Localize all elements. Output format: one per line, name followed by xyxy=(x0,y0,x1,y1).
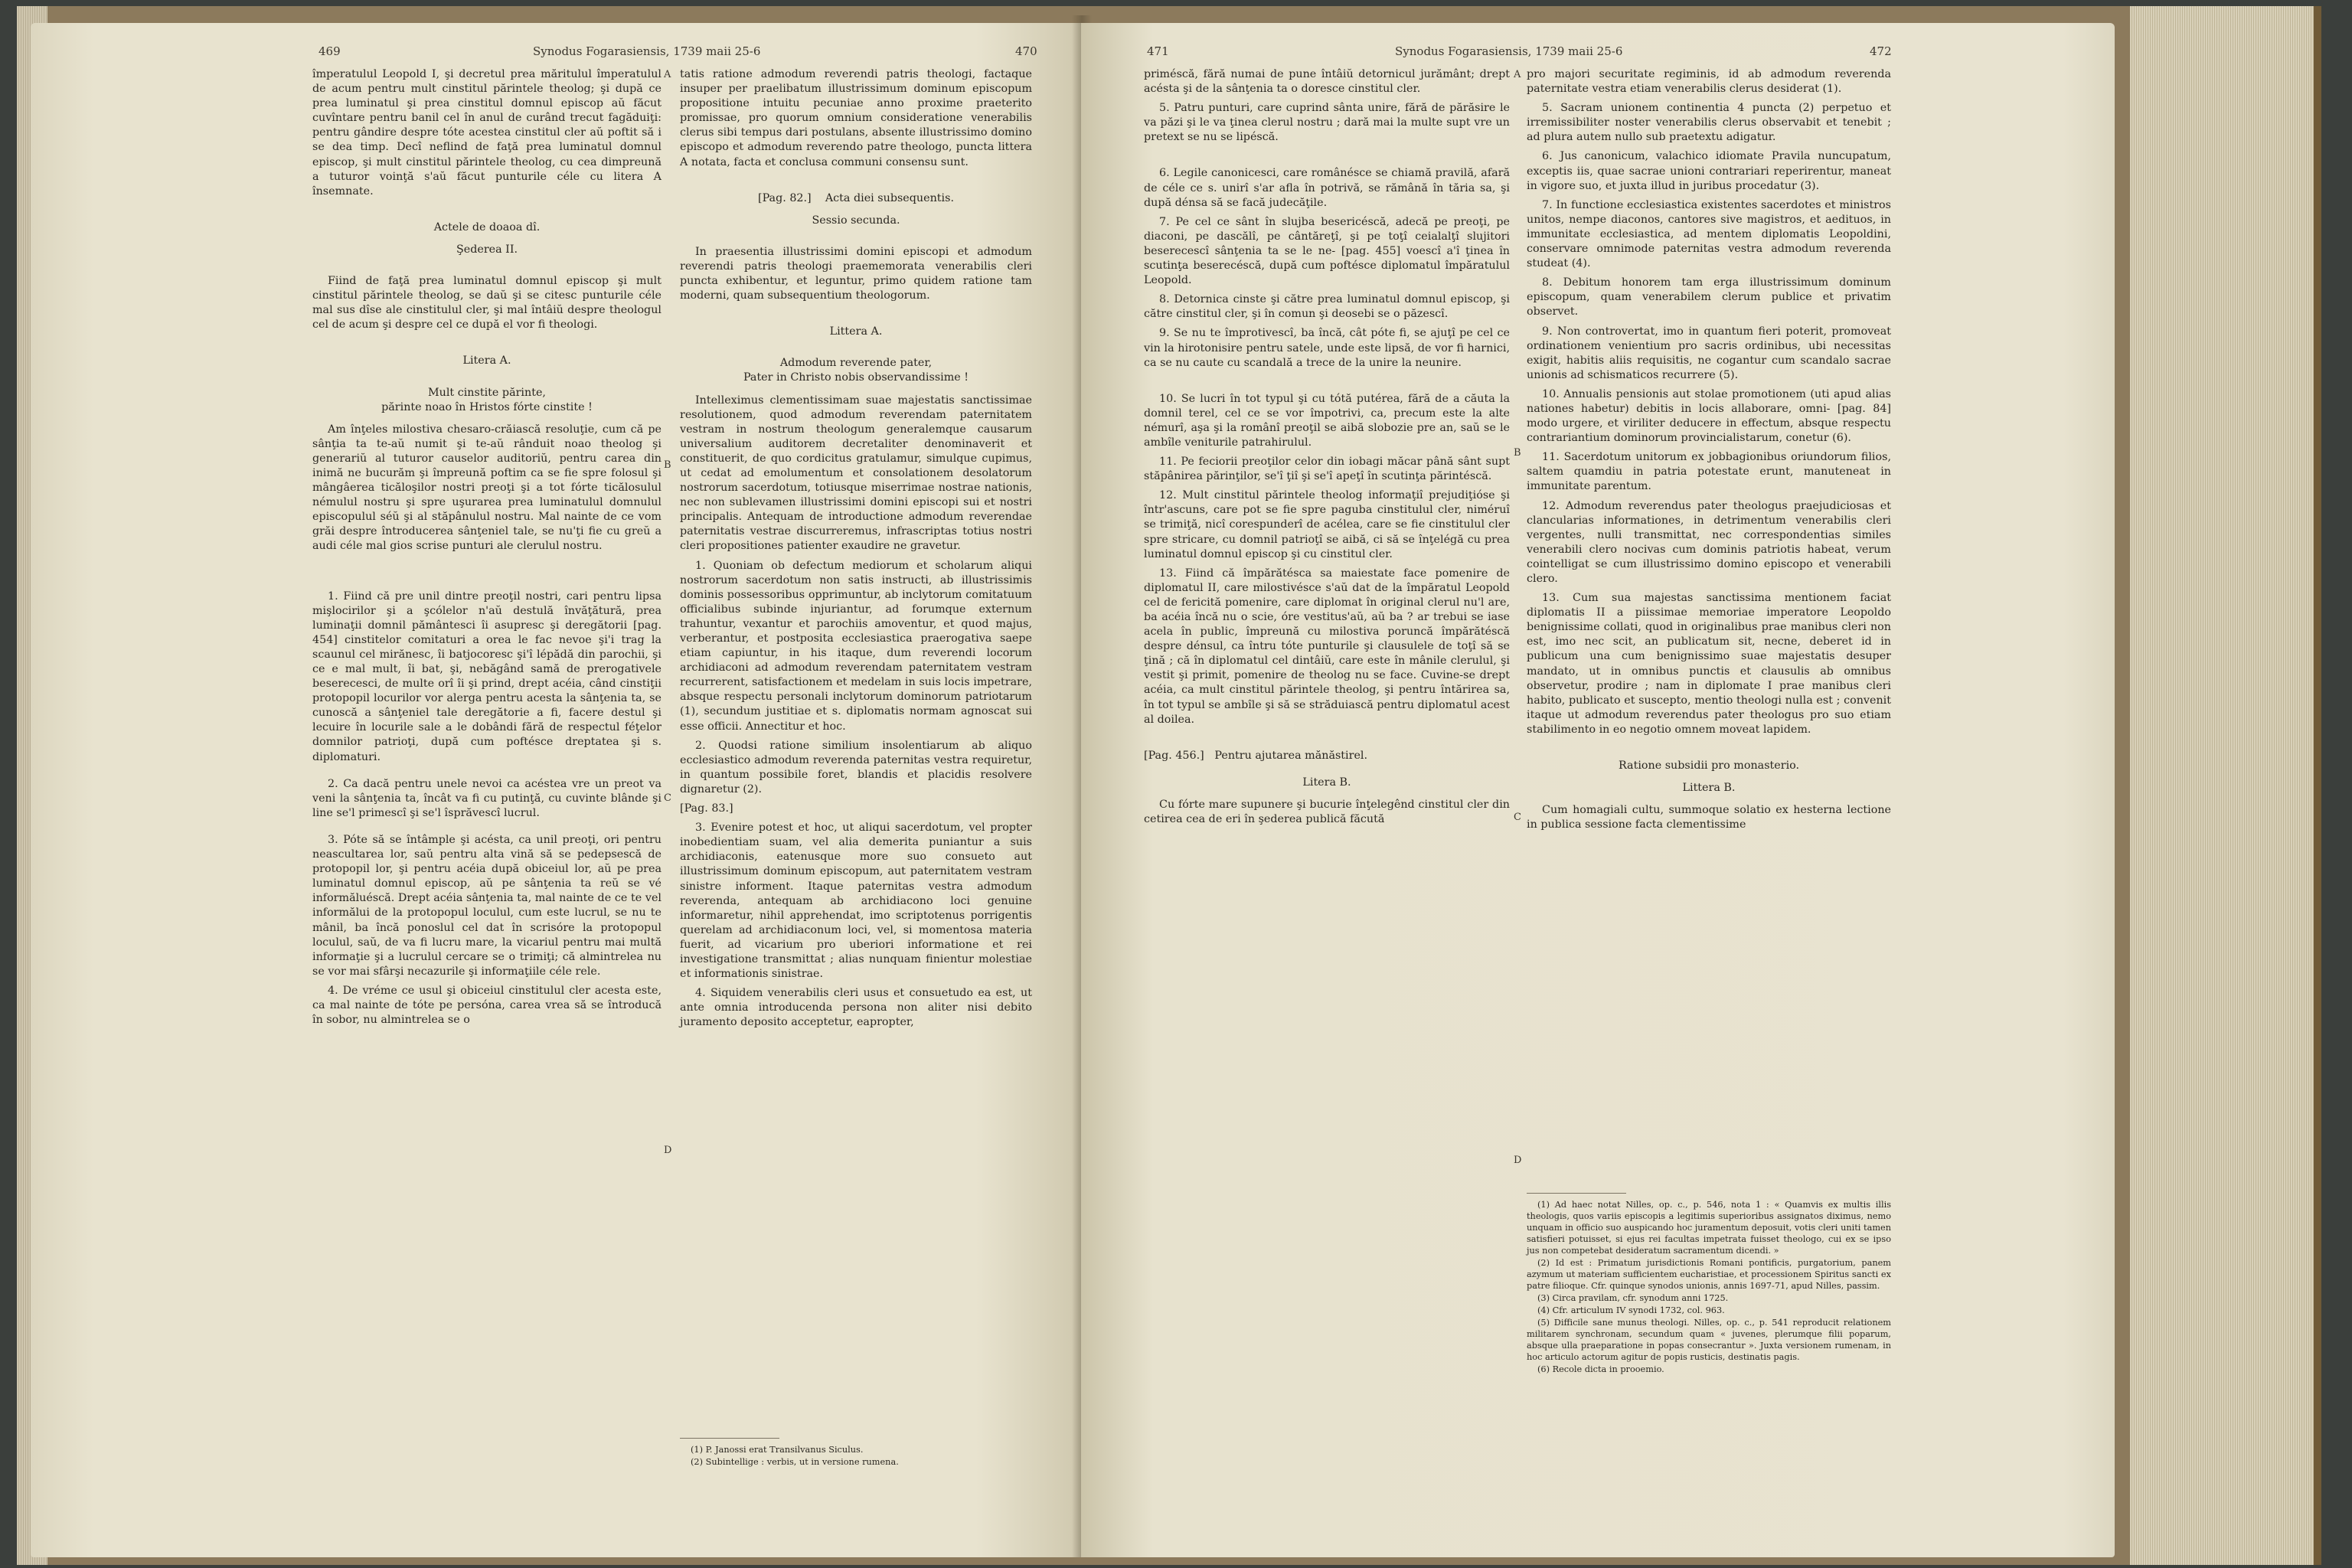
salutation: Admodum reverende pater, xyxy=(779,357,933,370)
margin-marker: C xyxy=(664,792,671,804)
numbered-item: 1. Fiind că pre unil dintre preoţil nostri, cari pentru lipsa mişlocirilor şi a şcólelor n'aŭ destulă învăţătură, prea luminaţii domnil pământesci îi asupresc şi deregătorii [pag. 454] cinstitelor comitaturi a orea le fac nevoe şi'i trag la scaunul cel mirănesc, îi batjocoresc şi'î lépădă din parochii, şi ce e mal mult, îi bat, şi, nebăgând samă de prerogativele beserecesci, de multe orî îi şi prind, drept acéia, când cinstiţii protopopil locurilor vor alerga pentru acesta la sânţenia ta, se cunoscă a sânţeniel tale deregătorie a fi, facere destul şi lecuire în locurile sale a le dobândi fără de respectul féţelor domnilor patrioţi, după cum poftésce dreptatea şi s. diplomaturi. xyxy=(312,590,662,763)
section-heading: Littera B. xyxy=(1682,782,1736,795)
paragraph: Cum homagiali cultu, summoque solatio ex hesterna lectione in publica sessione facta clementissime xyxy=(1527,804,1891,831)
heading-text: Acta diei subsequentis. xyxy=(825,191,954,204)
section-heading: Sessio secunda. xyxy=(812,214,900,227)
book-cover-edge xyxy=(2314,6,2321,1565)
paragraph: tatis ratione admodum reverendi patris theologi, factaque insuper per praelibatum illustrissimum dominum episcopum propositione intuitu pecuniae anno proxime praeterito promissae, pro quorum omnium consideratione venerabilis clerus sibi tempus dari postulans, absente illustrissimo domino episcopo et admodum reverendo patre theologo, puncta littera A notata, facta et conclusa communi consensu sunt. xyxy=(680,68,1032,168)
numbered-item: 6. Legile canonicesci, care românésce se chiamă pravilă, afară de céle ce s. unirî s'ar afla în potrivă, se rămână în tăria sa, şi după dénsa să se facă judecăţile. xyxy=(1144,167,1510,209)
numbered-item: 3. Evenire potest et hoc, ut aliqui sacerdotum, vel propter inobedientiam suam, vel alia demerita puniantur a suis archidiaconis, eatenusque more suo consueto aut illustrissimum dominum episcopum, aut paternitatem vestram sinistre informent. Itaque paternitas vestra admodum reverenda, antequam ab archidiacono loci genuine informaretur, nihil apprehendat, imo scriptotenus porrigentis querelam ad archidiaconum loci, vel, si momentosa materia fuerit, ad vicarium pro uberiori informatione et rei investigatione transmittat ; alias nunquam finientur molestiae et informationis sinistrae. xyxy=(680,822,1032,981)
section-heading: Actele de doaoa dî. xyxy=(433,220,541,234)
margin-marker: D xyxy=(1514,1155,1522,1166)
margin-marker: A xyxy=(664,69,671,80)
footnote: (1) P. Janossi erat Transilvanus Siculus. xyxy=(691,1445,864,1455)
page-number: 470 xyxy=(1015,44,1037,58)
numbered-item: 12. Mult cinstitul părintele theolog informaţiî prejudiţióse şi într'ascuns, care pot se fie spre paguba cinstitulul cler, niméruî se trimiţă, nicî corespunderî de acélea, care se fie cinstitulul cler spre stricare, cu domnil patrioţî se aibă, ci să se înţelégă cu prea luminatul domnul episcop şi cu cinstitul cler. xyxy=(1144,489,1510,560)
latin-column xyxy=(680,67,1032,1034)
footnote: (1) Ad haec notat Nilles, op. c., p. 546, nota 1 : « Quamvis ex multis illis theologis, quos variis episcopis a legitimis superioribus assignatos diximus, nemo unquam in officio suo auspicando hoc juramentum deposuit, votis cleri uniti tamen satisfieri potuisset, si ejus rei facultas impetrata fuisset theologo, cui ex se ipso jus non competebat desideratum sacramentum dicendi. » xyxy=(1527,1200,1891,1256)
running-head: Synodus Fogarasiensis, 1739 maii 25-6 xyxy=(1395,44,1623,58)
footnotes xyxy=(1527,1199,1891,1376)
paragraph: In praesentia illustrissimi domini episcopi et admodum reverendi patris theologi praememorata venerabilis cleri puncta exhibentur, et leguntur, primo quidem ratione tam moderni, quam subsequentium theologorum. xyxy=(680,245,1032,302)
footnote: (2) Id est : Primatum jurisdictionis Romani pontificis, purgatorium, panem azymum ut materiam sufficientem eucharistiae, et processionem Spiritus sancti ex patre filioque. Cfr. quinque synodos unionis, annis 1697-71, apud Nilles, passim. xyxy=(1527,1258,1891,1291)
salutation: părinte noao în Hristos fórte cinstite ! xyxy=(381,400,593,413)
footnote: (2) Subintellige : verbis, ut in versione rumena. xyxy=(691,1457,899,1467)
numbered-item: 9. Non controvertat, imo in quantum fieri poterit, promoveat ordinationem venientium pro sacris ordinibus, ubi necessitas exigit, habitis aliis requisitis, ne cogantur cum scandalo sacrae unionis ad schismaticos recurrere (5). xyxy=(1527,325,1891,381)
section-heading: Ratione subsidii pro monasterio. xyxy=(1618,760,1800,773)
footnote: (3) Circa pravilam, cfr. synodum anni 1725. xyxy=(1537,1293,1729,1303)
footnote: (6) Recole dicta in prooemio. xyxy=(1537,1364,1664,1374)
paragraph: Cu fórte mare supunere şi bucurie înţelegênd cinstitul cler din cetirea cea de eri în şederea publică făcută xyxy=(1144,798,1510,826)
numbered-item: 2. Quodsi ratione similium insolentiarum ab aliquo ecclesiastico admodum reverenda paternitas vestra requiretur, in quantum possibile foret, blandis et placidis resolvere dignaretur (2). xyxy=(680,739,1032,795)
numbered-item: 13. Fiind că împărătésca sa maiestate face pomenire de diplomatul II, care milostivésce s'aŭ dat de la împăratul Leopold cel de fericită pomenire, care diplomat în original clerul nu'l are, ba acéia încă nu o scie, óre vestitus'aŭ, aŭ ba ? ar trebui se iase acela în public, împreună cu milostiva poruncă împărătéscă despre dénsul, ca întru tóte punturile şi clausulele de toţî să se ţină ; că în diplomatul cel dintâiŭ, care este în mânile clerulul, şi vestit şi primit, pomenire de theolog nu se face. Cuvine-se drept acéia, ca mult cinstitul părintele theolog, şi pentru întărirea sa, în tot typul se ambîle şi să se străduiască pentru diplomatul acest al doilea. xyxy=(1144,567,1510,726)
footnotes xyxy=(680,1444,1032,1468)
page-number: 472 xyxy=(1870,44,1892,58)
margin-marker: A xyxy=(1514,69,1521,80)
numbered-item: 10. Se lucri în tot typul şi cu tótă putérea, fără de a căuta la domnil terel, cel ce se vor împotrivi, ca, precum este la alte némurî, aşa şi la românî preoţil se aibă slobozie pre an, saŭ se le ambîle veniturile patrahirulul. xyxy=(1144,392,1510,449)
section-heading: Litera A. xyxy=(462,354,511,368)
paragraph: priméscă, fără numai de pune întâiŭ detornicul jurământ; drept acésta şi de la sânţenia ta o doresce cinstitul cler. xyxy=(1144,68,1510,96)
latin-column xyxy=(1527,67,1891,837)
romanian-column xyxy=(312,67,662,1032)
section-heading xyxy=(680,191,1032,206)
paragraph: împeratulul Leopold I, şi decretul prea măritulul împeratulul de acum pentru mult cinstitul părintele theolog; şi după ce prea luminatul şi prea cinstitul domnul episcop aŭ făcut cuvîntare pentru banil cel în anul de curând trecut fagăduiţi: pentru gândire despre tóte acestea cinstitul cler aŭ poftit să i se dea timp. Decî neflind de faţă prea luminatul domnul episcop, şi mult cinstitul părintele theolog, cu cea dimpreună a tuturor voinţă s'aŭ făcut punturile céle cu litera A însemnate. xyxy=(312,68,662,198)
section-heading: Şederea II. xyxy=(456,243,518,256)
page-reference: [Pag. 83.] xyxy=(680,802,733,815)
numbered-item: 2. Ca dacă pentru unele nevoi ca acéstea vre un preot va veni la sânţenia ta, încât va fi cu putinţă, cu cuvinte blânde şi line se'l primescî şi se'l îsprăvescî lucrul. xyxy=(312,777,662,819)
numbered-item: 11. Pe feciorii preoţilor celor din iobagi măcar până sânt supt stăpânirea părinţilor, se'î ţiî şi se'î apeţî în scutinţa părintéscă. xyxy=(1144,456,1510,483)
salutation: Pater in Christo nobis observandissime ! xyxy=(743,371,969,384)
heading-text: Pentru ajutarea mănăstirel. xyxy=(1214,749,1368,762)
numbered-item: 5. Sacram unionem continentia 4 puncta (2) perpetuo et irremissibiliter noster venerabilis clerus observabit et tenebit ; ad plura autem nullo sub praetextu adigatur. xyxy=(1527,102,1891,144)
section-heading: Littera A. xyxy=(829,325,883,338)
footnote: (5) Difficile sane munus theologi. Nilles, op. c., p. 541 reproducit relationem militarem synchronam, secundum quam « juvenes, plerumque filii poparum, absque ulla praeparatione in popas consecrantur ». Juxta versionem rumenam, in hoc articulo actorum agitur de popis rusticis, destinatis pagis. xyxy=(1527,1318,1891,1362)
numbered-item: 4. De vréme ce usul şi obiceiul cinstitulul cler acesta este, ca mal nainte de tóte pe persóna, carea vrea să se întroducă în sobor, nu almintrelea se o xyxy=(312,984,662,1027)
numbered-item: 8. Detornica cinste şi către prea luminatul domnul episcop, şi către cinstitul cler, şi în comun şi deosebi se o păzescî. xyxy=(1144,293,1510,321)
numbered-item: 13. Cum sua majestas sanctissima mentionem faciat diplomatis II a piissimae memoriae imperatore Leopoldo benignissime collati, quod in originalibus prae manibus cleri non est, imo nec scit, an publicatum sit, necne, deberet id in publicum una cum benignissimo suae majestatis desuper mandato, ut in omnibus punctis et clausulis ab omnibus observetur, prodire ; nam in diplomate I prae manibus cleri habito, publicato et suscepto, mentio theologi nulla est ; convenit itaque ut admodum reverendus pater theologus pro suo etiam stabilimento in eo negotio omnem moveat lapidem. xyxy=(1527,592,1891,736)
numbered-item: 10. Annualis pensionis aut stolae promotionem (uti apud alias nationes habetur) debitis in locis allaborare, omni- [pag. 84] modo urgere, et viriliter deducere in effectum, absque respectu contrariantium dominorum provincialistarum, conetur (6). xyxy=(1527,387,1891,445)
numbered-item: 12. Admodum reverendus pater theologus praejudiciosas et clancularias informationes, in detrimentum venerabilis cleri vergentes, nulli transmittat, nec correspondentias similes venerabili clero nocivas cum dominis patriotis habeat, verum cointelligat se cum illustrissimo domino episcopo et venerabili clero. xyxy=(1527,499,1891,585)
numbered-item: 9. Se nu te împrotivescî, ba încă, cât póte fi, se ajuţî pe cel ce vin la hirotonisire pentru satele, unde este lipsă, de vor fi harnici, ca se nu caute cu scandală a trece de la unire la neunire. xyxy=(1144,327,1510,369)
paragraph: pro majori securitate regiminis, id ab admodum reverenda paternitate vestra etiam venerabilis clerus desiderat (1). xyxy=(1527,68,1891,96)
paragraph: Am înţeles milostiva chesaro-crăiască resoluţie, cum că pe sânţia ta te-aŭ numit şi te-aŭ rânduit noao theolog şi generariŭ al tuturor causelor auditoriŭ, pentru carea din inimă ne bucurăm şi împreună poftim ca se fie spre folosul şi mângâerea ticăloşilor nostri preoţi şi a tot fórte ticălosulul némulul nostru şi spre uşurarea prea luminatulul domnulul episcopulul séŭ şi al stăpânulul nostru. Mal nainte de ce vom grăi despre întroducerea sânţeniel tale, se nu'ţi fie cu greŭ a audi céle mal gios scrise punturi ale clerulul nostru. xyxy=(312,423,662,553)
salutation: Mult cinstite părinte, xyxy=(428,386,546,399)
paragraph: Fiind de faţă prea luminatul domnul episcop şi mult cinstitul părintele theolog, se daŭ şi se citesc punturile céle mal sus dîse ale cinstitulul cler, şi mal întâiŭ despre theologul cel de acum şi despre cel ce după el vor fi theologi. xyxy=(312,275,662,332)
margin-marker: B xyxy=(1514,447,1521,459)
section-heading: Litera B. xyxy=(1302,776,1351,789)
margin-marker: C xyxy=(1514,812,1521,823)
section-heading xyxy=(1144,749,1510,763)
numbered-item: 4. Siquidem venerabilis cleri usus et consuetudo ea est, ut ante omnia introducenda persona non aliter nisi debito juramento deposito acceptetur, eapropter, xyxy=(680,987,1032,1029)
running-head: Synodus Fogarasiensis, 1739 maii 25-6 xyxy=(533,44,761,58)
page-reference: [Pag. 456.] xyxy=(1144,749,1204,762)
margin-marker: B xyxy=(664,459,671,471)
page-number: 469 xyxy=(318,44,341,58)
romanian-column xyxy=(1144,67,1510,831)
numbered-item: 3. Póte să se întâmple şi acésta, ca unil preoţi, ori pentru neascultarea lor, saŭ pentru alta vină să se pedepsescă de protopopil lor, şi pentru acéia după obiceiul lor, aŭ pe prea luminatul domnul episcop, aŭ pe sânţenia ta reŭ se vé informăluéscă. Drept acéia sânţenia ta, mal nainte de ce te vel informălui de la protopopul loculul, cum este lucrul, se nu te mânil, ba încă ponoslul cel dat în scrisóre la protopopul loculul, saŭ, de va fi lucru mare, la vicariul pentru mai multă informaţie şi a lucrulul cercare se o trimiţi; că almintrelea nu se vor mai sfârşi necazurile şi informaţiile céle rele. xyxy=(312,833,662,978)
page-reference: [Pag. 82.] xyxy=(758,191,812,204)
footnote: (4) Cfr. articulum IV synodi 1732, col. 963. xyxy=(1537,1305,1725,1315)
numbered-item: 5. Patru punturi, care cuprind sânta unire, fără de părăsire le va păzi şi le va ţinea clerul nostru ; dară mai la multe supt vre un pretext se nu se lipéscă. xyxy=(1144,102,1510,144)
footnote-rule xyxy=(1527,1193,1626,1194)
numbered-item: 7. Pe cel ce sânt în slujba besericéscă, adecă pe preoţi, pe diaconi, pe dascălî, pe cântăreţî, şi pe toţî ceialalţî slujitori beserecescî sânţenia ta se le ne- [pag. 455] voescî a'î ţinea în scutinţa beserecéscă, după cum poftésce diplomatul împăratulul Leopold. xyxy=(1144,215,1510,287)
numbered-item: 1. Quoniam ob defectum mediorum et scholarum aliqui nostrorum sacerdotum non satis instructi, ab illustrissimis dominis possessoribus opprimuntur, ab inclytorum comitatuum officialibus subinde injuriantur, ad forumque externum trahuntur, vexantur et parochiis amoventur, et quod majus, verberantur, et postposita ecclesiastica praerogativa saepe etiam capiuntur, in his itaque, dum reverendi locorum archidiaconi ad admodum reverendam paternitatem vestram recurrerent, satisfactionem et medelam in suis locis impetrare, absque respectu personali inclytorum dominorum patriotarum (1), secundum justitiae et s. diplomatis normam agnoscat sui esse officii. Annectitur et hoc. xyxy=(680,559,1032,733)
numbered-item: 6. Jus canonicum, valachico idiomate Pravila nuncupatum, exceptis iis, quae sacrae unioni contrariari reperirentur, maneat in vigore suo, et juxta illud in juribus procedatur (3). xyxy=(1527,150,1891,192)
page-number: 471 xyxy=(1147,44,1169,58)
numbered-item: 11. Sacerdotum unitorum ex jobbagionibus oriundorum filios, saltem quamdiu in patria potestate erunt, manuteneat in immunitate parentum. xyxy=(1527,451,1891,493)
page-edges-right xyxy=(2130,6,2321,1565)
margin-marker: D xyxy=(664,1145,672,1156)
footnote-rule xyxy=(680,1438,779,1439)
paragraph: Intelleximus clementissimam suae majestatis sanctissimae resolutionem, quod admodum reverendam paternitatem vestram in nostrum theologum generalemque causarum universalium auditorem decretaliter denominaverit et constituerit, de quo cordicitus gratulamur, simulque cupimus, ut cedat ad emolumentum et consolationem desolatorum nostrorum sacerdotum, totiusque miserrimae nostrae nationis, nec non sublevamen illustrissimi domini episcopi sui et nostri principalis. Antequam de introductione admodum reverendae paternitatis vestrae discurreremus, infrascriptas totius nostri cleri propositiones patienter exaudire ne gravetur. xyxy=(680,394,1032,553)
numbered-item: 8. Debitum honorem tam erga illustrissimum dominum episcopum, quam venerabilem clerum publice et privatim observet. xyxy=(1527,276,1891,318)
numbered-item: 7. In functione ecclesiastica existentes sacerdotes et ministros unitos, nempe diaconos, cantores sive magistros, et aedituos, in immunitate ecclesiastica, ad mentem diplomatis Leopoldini, conservare omnimode paternitas vestra admodum reverenda studeat (4). xyxy=(1527,198,1891,270)
